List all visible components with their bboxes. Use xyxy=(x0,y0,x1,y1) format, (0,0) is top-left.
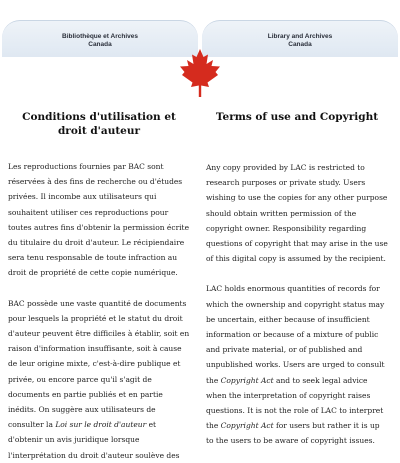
english-act-title-2: Copyright Act xyxy=(220,421,274,431)
french-paragraph-2: BAC possède une vaste quantité de documents pour lesquels la propriété et le statut du droit d'auteur peuvent être difficiles à établir, soit en raison d'information insuffisante, soit à cause de leur origine mixte, c'est-à-dire publique et privée, ou encore parce qu'il s'agit de documents en partie publiés et en partie inédits. On suggère aux utilisateurs de consulter la Loi sur le droit d'auteur et d'obtenir un avis juridique lorsque l'interprétation du droit d'auteur soulève des xyxy=(8,298,190,460)
header-english-line1: Library and Archives xyxy=(267,33,333,40)
header-french-line1: Bibliothèque et Archives xyxy=(62,33,138,40)
english-title: Terms of use and Copyright xyxy=(215,111,379,123)
french-act-title: Loi sur le droit d'auteur xyxy=(55,420,147,430)
english-paragraph-1: Any copy provided by LAC is restricted to research purposes or private study. Users wishing to use the copies for any other purpose should obtain written permission of the copyright owner. Responsibility regarding questions of copyright that may arise in the use of this digital copy is assumed by the recipient. xyxy=(206,163,388,264)
header-tab-french xyxy=(2,20,198,57)
header-french-line2: Canada xyxy=(88,41,112,48)
english-paragraph-2: LAC holds enormous quantities of records for which the ownership and copyright status may be uncertain, either because of insufficient information or because of a mixture of public and private material, or of published and unpublished works. Users are urged to consult the Copyright Act and to seek legal advice when the interpretation of copyright raises questions. It is not the role of LAC to interpret the Copyright Act for users but rather it is up to the users to be aware of copyright issues. xyxy=(206,284,385,446)
french-column xyxy=(8,100,190,463)
maple-leaf-icon xyxy=(178,48,222,98)
header-english-line2: Canada xyxy=(288,41,312,48)
french-paragraph-1: Les reproductions fournies par BAC sont réservées à des fins de recherche ou d'études privées. Il incombe aux utilisateurs qui souhaitent utiliser ces reproductions pour toutes autres fins d'obtenir la permission écrite du titulaire du droit d'auteur. Le récipiendaire sera tenu responsable de toute infraction au droit de propriété de cette copie numérique. xyxy=(8,162,190,278)
english-column xyxy=(206,100,388,449)
french-title: Conditions d'utilisation et droit d'auteur xyxy=(22,111,176,137)
header-tab-english xyxy=(202,20,398,57)
english-act-title: Copyright Act xyxy=(220,375,274,385)
